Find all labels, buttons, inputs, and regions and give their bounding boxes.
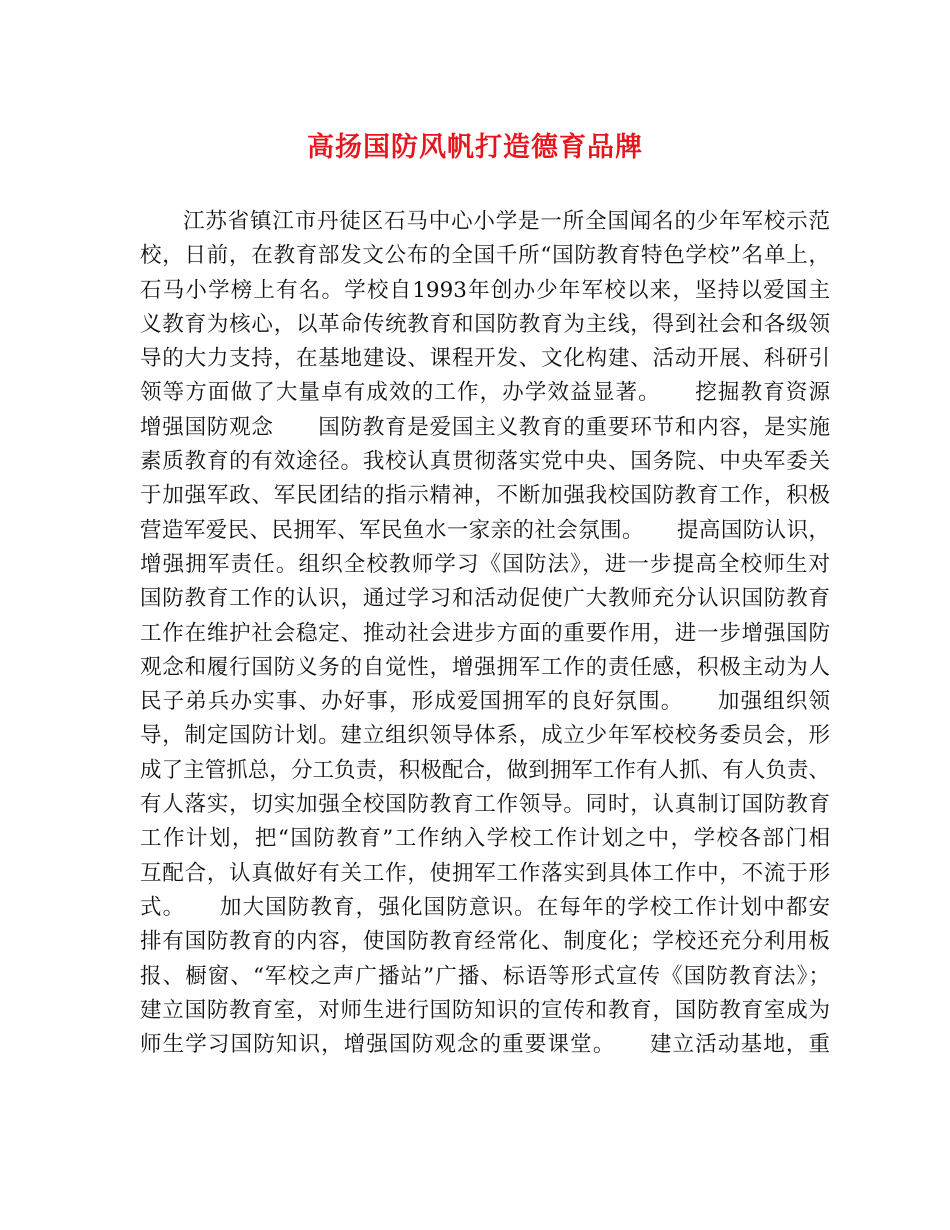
body-line: 师生学习国防知识，增强国防观念的重要课堂。 建立活动基地，重 <box>140 1032 830 1058</box>
body-line: 导，制定国防计划。建立组织领导体系，成立少年军校校务委员会，形 <box>140 723 830 749</box>
body-line: 导的大力支持，在基地建设、课程开发、文化构建、活动开展、科研引 <box>140 346 830 372</box>
body-line: 有人落实，切实加强全校国防教育工作领导。同时，认真制订国防教育 <box>140 792 830 818</box>
body-line: 互配合，认真做好有关工作，使拥军工作落实到具体工作中，不流于形 <box>140 860 830 886</box>
body-line: 民子弟兵办实事、办好事，形成爱国拥军的良好氛围。 加强组织领 <box>140 689 830 715</box>
body-line: 素质教育的有效途径。我校认真贯彻落实党中央、国务院、中央军委关 <box>140 449 830 475</box>
body-line: 江苏省镇江市丹徒区石马中心小学是一所全国闻名的少年军校示范 <box>183 209 830 234</box>
body-line: 成了主管抓总，分工负责，积极配合，做到拥军工作有人抓、有人负责、 <box>140 757 830 783</box>
body-line: 校，日前，在教育部发文公布的全国千所“国防教育特色学校”名单上， <box>140 243 830 269</box>
body-line: 增强国防观念 国防教育是爱国主义教育的重要环节和内容，是实施 <box>140 414 830 440</box>
body-line: 排有国防教育的内容，使国防教育经常化、制度化；学校还充分利用板 <box>140 929 830 955</box>
body-line: 工作计划，把“国防教育”工作纳入学校工作计划之中，学校各部门相 <box>140 826 830 852</box>
body-line: 营造军爱民、民拥军、军民鱼水一家亲的社会氛围。 提高国防认识， <box>140 517 830 543</box>
document-title: 高扬国防风帆打造德育品牌 <box>307 132 643 163</box>
body-line: 增强拥军责任。组织全校教师学习《国防法》，进一步提高全校师生对 <box>140 551 830 577</box>
body-line: 建立国防教育室，对师生进行国防知识的宣传和教育，国防教育室成为 <box>140 997 830 1023</box>
body-line: 义教育为核心，以革命传统教育和国防教育为主线，得到社会和各级领 <box>140 311 830 337</box>
document-body <box>140 205 830 1062</box>
body-line: 式。 加大国防教育，强化国防意识。在每年的学校工作计划中都安 <box>140 894 830 920</box>
body-line: 国防教育工作的认识，通过学习和活动促使广大教师充分认识国防教育 <box>140 586 830 612</box>
body-line: 石马小学榜上有名。学校自1993年创办少年军校以来，坚持以爱国主 <box>140 277 830 303</box>
body-line: 报、橱窗、“军校之声广播站”广播、标语等形式宣传《国防教育法》； <box>140 963 830 989</box>
body-line: 领等方面做了大量卓有成效的工作，办学效益显著。 挖掘教育资源 <box>140 380 830 406</box>
body-line: 观念和履行国防义务的自觉性，增强拥军工作的责任感，积极主动为人 <box>140 654 830 680</box>
body-line: 于加强军政、军民团结的指示精神，不断加强我校国防教育工作，积极 <box>140 483 830 509</box>
body-line: 工作在维护社会稳定、推动社会进步方面的重要作用，进一步增强国防 <box>140 620 830 646</box>
